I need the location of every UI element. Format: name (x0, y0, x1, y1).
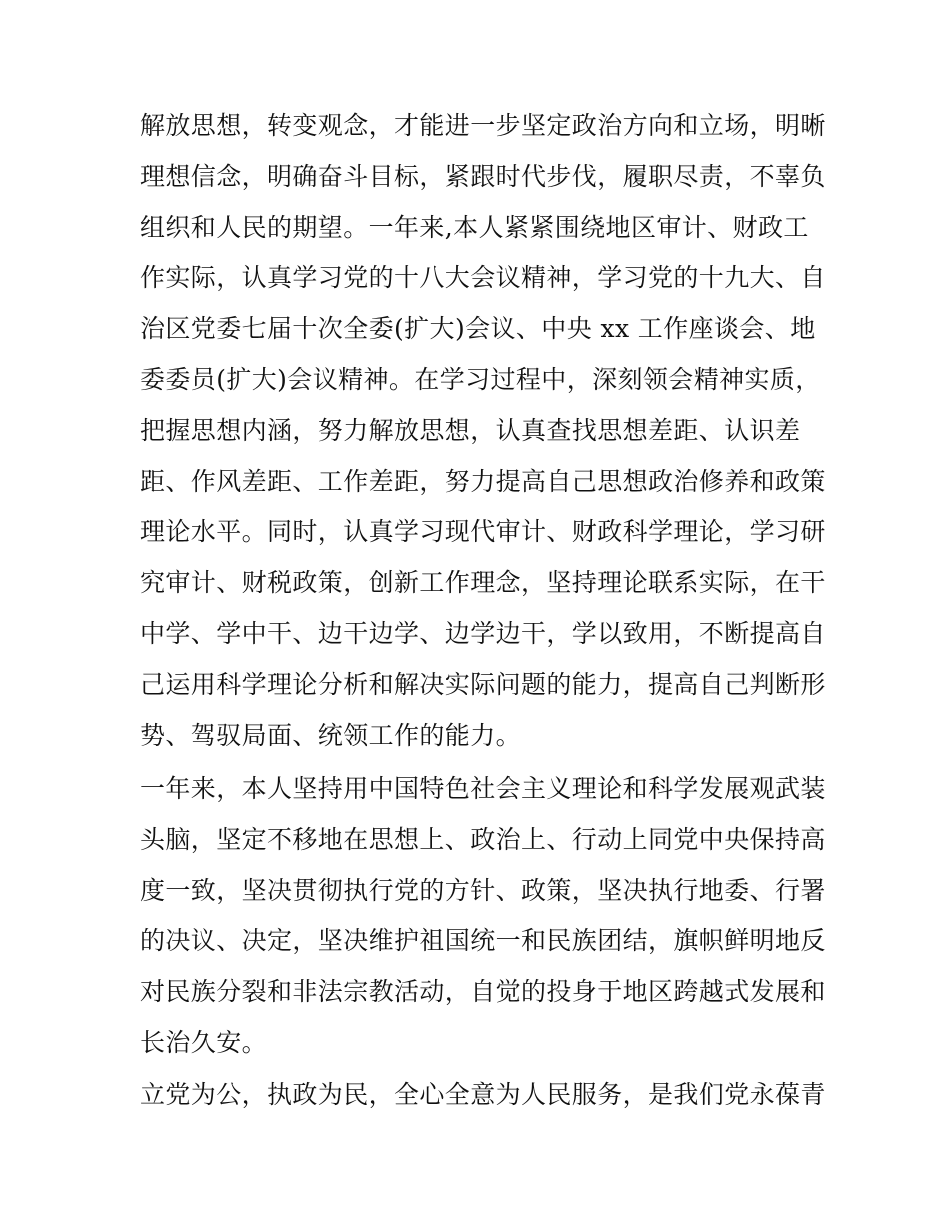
text-line: 度一致，坚决贯彻执行党的方针、政策，坚决执行地委、行署 (140, 875, 826, 905)
text-line: 中学、学中干、边干边学、边学边干，学以致用，不断提高自 (140, 618, 826, 648)
text-line: 头脑，坚定不移地在思想上、政治上、行动上同党中央保持高 (140, 824, 826, 854)
text-line: 一年来，本人坚持用中国特色社会主义理论和科学发展观武装 (140, 774, 826, 803)
text-line: 理想信念，明确奋斗目标，紧跟时代步伐，履职尽责，不辜负 (140, 161, 826, 191)
text-line: 组织和人民的期望。一年来,本人紧紧围绕地区审计、财政工 (140, 212, 809, 242)
paragraph-3 (140, 1070, 826, 1121)
text-line: 理论水平。同时，认真学习现代审计、财政科学理论，学习研 (140, 517, 826, 547)
text-line: 己运用科学理论分析和解决实际问题的能力，提高自己判断形 (140, 669, 826, 699)
text-line: 长治久安。 (140, 1027, 268, 1057)
text-line: 立党为公，执政为民，全心全意为人民服务，是我们党永葆青 (140, 1080, 826, 1109)
text-line: 究审计、财税政策，创新工作理念，坚持理论联系实际，在干 (140, 568, 826, 598)
paragraph-1 (140, 101, 826, 761)
paragraph-2 (140, 764, 826, 1069)
text-line: 的决议、决定，坚决维护祖国统一和民族团结，旗帜鲜明地反 (140, 926, 826, 956)
text-line: 治区党委七届十次全委(扩大)会议、中央 xx 工作座谈会、地 (140, 314, 816, 344)
text-line: 解放思想，转变观念，才能进一步坚定政治方向和立场，明晰 (140, 111, 826, 140)
text-line: 把握思想内涵，努力解放思想，认真查找思想差距、认识差 (140, 415, 801, 445)
text-line: 对民族分裂和非法宗教活动，自觉的投身于地区跨越式发展和 (140, 977, 826, 1007)
text-line: 距、作风差距、工作差距，努力提高自己思想政治修养和政策 (140, 466, 826, 496)
text-line: 势、驾驭局面、统领工作的能力。 (140, 720, 522, 750)
text-line: 委委员(扩大)会议精神。在学习过程中，深刻领会精神实质， (140, 364, 821, 394)
text-line: 作实际，认真学习党的十八大会议精神，学习党的十九大、自 (140, 263, 826, 293)
